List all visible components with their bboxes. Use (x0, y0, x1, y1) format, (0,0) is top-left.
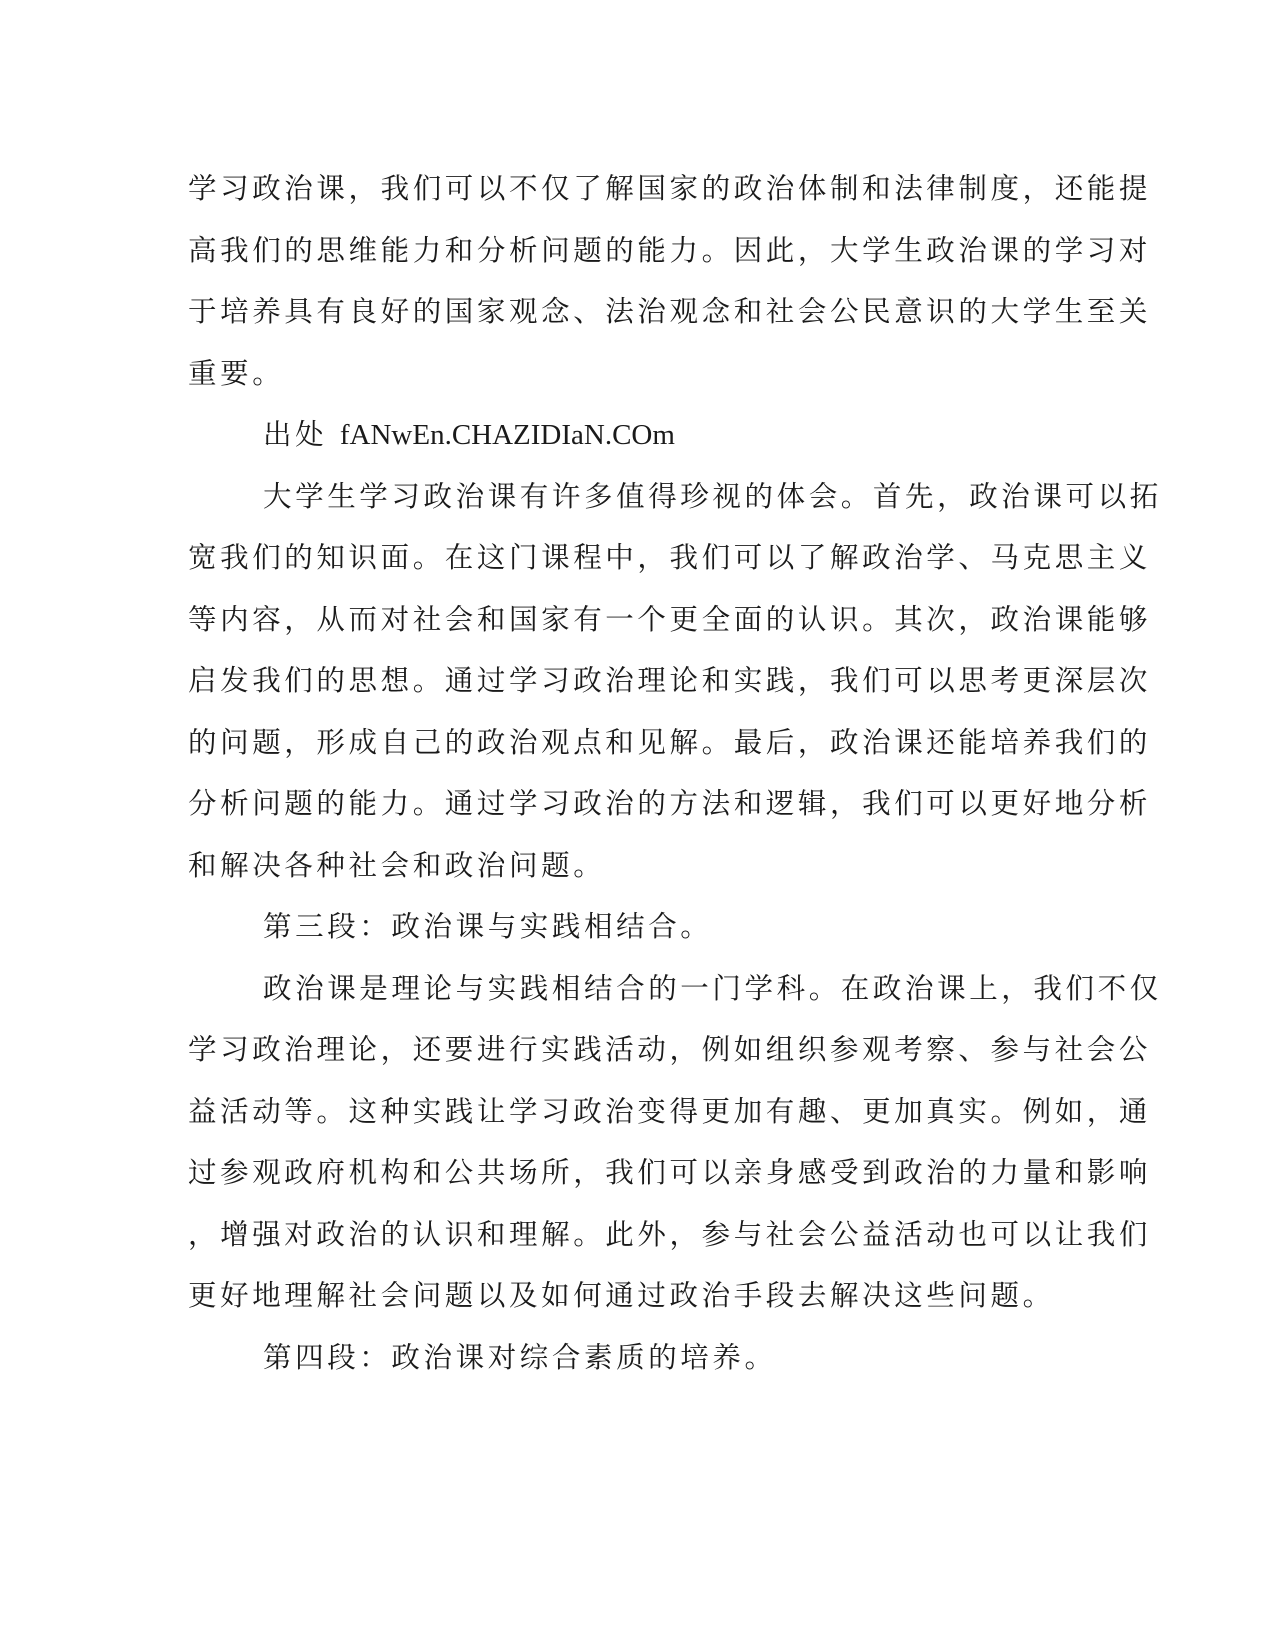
text-line: 的问题，形成自己的政治观点和见解。最后，政治课还能培养我们的 (188, 725, 1152, 759)
text-line: 重要。 (188, 356, 285, 390)
text-line: 高我们的思维能力和分析问题的能力。因此，大学生政治课的学习对 (188, 233, 1152, 267)
text-line: 学习政治课，我们可以不仅了解国家的政治体制和法律制度，还能提 (188, 172, 1152, 205)
section-heading-4 (188, 1327, 1080, 1389)
paragraph-reflections (188, 466, 1162, 897)
text-line: 益活动等。这种实践让学习政治变得更加有趣、更加真实。例如，通 (188, 1094, 1152, 1128)
text-line: 分析问题的能力。通过学习政治的方法和逻辑，我们可以更好地分析 (188, 787, 1152, 820)
text-line: 政治课是理论与实践相结合的一门学科。在政治课上，我们不仅 (263, 971, 1162, 1005)
source-label: 出处 (263, 418, 328, 451)
source-link-text: fANwEn.CHAZIDIaN.COm (339, 419, 675, 451)
text-line: 等内容，从而对社会和国家有一个更全面的认识。其次，政治课能够 (188, 602, 1152, 636)
paragraph-practice (188, 958, 1162, 1327)
section-heading: 第三段：政治课与实践相结合。 (263, 910, 713, 943)
document-body (188, 158, 1162, 1388)
text-line: 启发我们的思想。通过学习政治理论和实践，我们可以思考更深层次 (188, 664, 1152, 697)
text-line: 过参观政府机构和公共场所，我们可以亲身感受到政治的力量和影响 (188, 1156, 1152, 1189)
paragraph-intro (188, 158, 1152, 404)
source-line (188, 404, 1080, 466)
text-line: ，增强对政治的认识和理解。此外，参与社会公益活动也可以让我们 (188, 1217, 1152, 1251)
text-line: 更好地理解社会问题以及如何通过政治手段去解决这些问题。 (188, 1279, 1055, 1312)
section-heading: 第四段：政治课对综合素质的培养。 (263, 1340, 777, 1374)
text-line: 于培养具有良好的国家观念、法治观念和社会公民意识的大学生至关 (188, 295, 1152, 328)
text-line: 大学生学习政治课有许多值得珍视的体会。首先，政治课可以拓 (263, 479, 1162, 513)
text-line: 学习政治理论，还要进行实践活动，例如组织参观考察、参与社会公 (188, 1033, 1152, 1066)
section-heading-3 (188, 896, 1080, 958)
text-line: 和解决各种社会和政治问题。 (188, 848, 606, 882)
text-line: 宽我们的知识面。在这门课程中，我们可以了解政治学、马克思主义 (188, 541, 1152, 574)
